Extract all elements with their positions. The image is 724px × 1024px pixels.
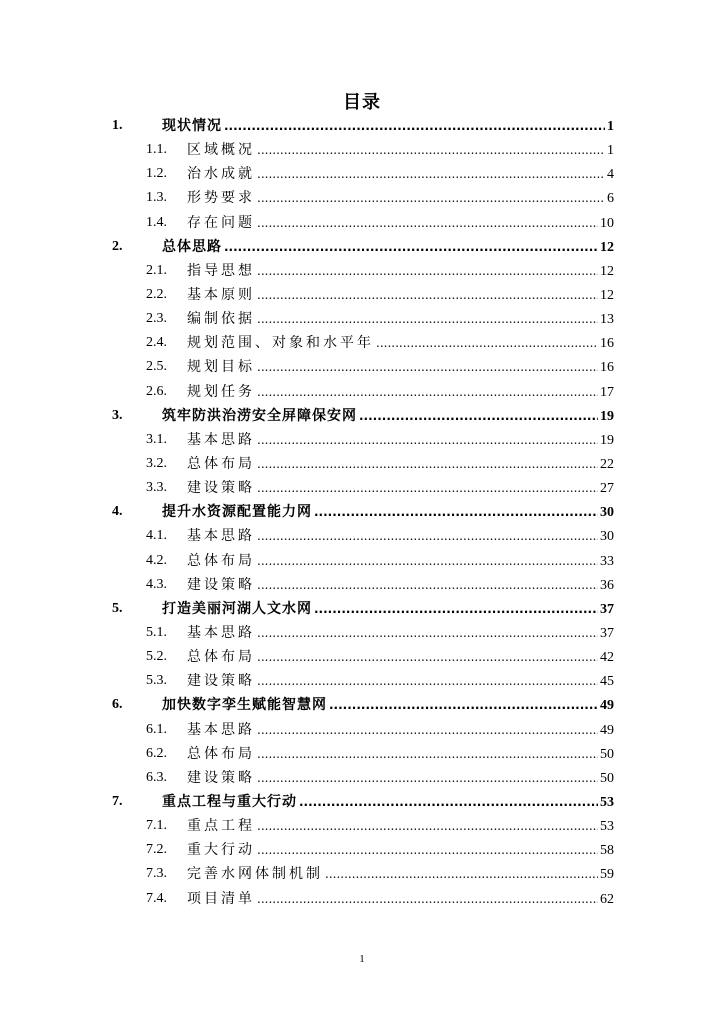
toc-section-entry[interactable] — [0, 669, 724, 693]
toc-leader-dots — [257, 838, 598, 862]
toc-entry-label: 编制依据 — [187, 311, 255, 328]
toc-section-entry[interactable] — [0, 138, 724, 162]
toc-section-entry[interactable] — [0, 355, 724, 379]
toc-leader-dots — [257, 524, 598, 548]
toc-entry-number: 2.3. — [146, 311, 167, 327]
toc-entry-number: 6.3. — [146, 769, 167, 785]
toc-chapter-entry[interactable] — [0, 597, 724, 621]
toc-entry-label: 建设策略 — [187, 673, 255, 690]
toc-leader-dots — [257, 380, 598, 404]
page-title: 目录 — [343, 92, 381, 113]
page-footer-number: 1 — [359, 953, 365, 965]
toc-entry-label: 项目清单 — [187, 890, 255, 907]
toc-leader-dots — [257, 307, 598, 331]
toc-entry-page: 12 — [600, 287, 614, 303]
toc-entry-number: 2.2. — [146, 286, 167, 302]
toc-entry-number: 2.6. — [146, 383, 167, 399]
toc-entry-page: 4 — [607, 167, 614, 183]
toc-entry-label: 规划任务 — [187, 383, 255, 400]
toc-leader-dots — [257, 259, 598, 283]
toc-entry-page: 62 — [600, 891, 614, 907]
toc-section-entry[interactable] — [0, 162, 724, 186]
toc-leader-dots — [257, 283, 598, 307]
toc-entry-page: 30 — [600, 505, 614, 521]
toc-section-entry[interactable] — [0, 887, 724, 911]
toc-entry-label: 总体思路 — [162, 238, 222, 255]
toc-entry-page: 13 — [600, 312, 614, 328]
toc-leader-dots — [299, 790, 598, 814]
toc-entry-number: 7.3. — [146, 866, 167, 882]
toc-section-entry[interactable] — [0, 573, 724, 597]
toc-leader-dots — [257, 138, 605, 162]
toc-entry-page: 19 — [600, 408, 614, 424]
toc-leader-dots — [257, 742, 598, 766]
toc-entry-number: 6.2. — [146, 745, 167, 761]
toc-section-entry[interactable] — [0, 718, 724, 742]
toc-entry-label: 筑牢防洪治涝安全屏障保安网 — [162, 407, 357, 424]
toc-entry-label: 总体布局 — [187, 455, 255, 472]
toc-section-entry[interactable] — [0, 283, 724, 307]
toc-section-entry[interactable] — [0, 524, 724, 548]
toc-entry-label: 建设策略 — [187, 576, 255, 593]
toc-entry-page: 16 — [600, 360, 614, 376]
toc-section-entry[interactable] — [0, 476, 724, 500]
toc-entry-label: 形势要求 — [187, 190, 255, 207]
toc-entry-label: 总体布局 — [187, 745, 255, 762]
toc-entry-number: 1.4. — [146, 214, 167, 230]
toc-leader-dots — [359, 404, 598, 428]
toc-entry-label: 基本思路 — [187, 721, 255, 738]
toc-chapter-entry[interactable] — [0, 790, 724, 814]
toc-entry-label: 完善水网体制机制 — [187, 866, 323, 883]
toc-entry-number: 1.3. — [146, 190, 167, 206]
toc-leader-dots — [257, 428, 598, 452]
toc-entry-label: 规划目标 — [187, 359, 255, 376]
toc-entry-number: 5.3. — [146, 673, 167, 689]
toc-chapter-entry[interactable] — [0, 500, 724, 524]
toc-entry-number: 3.3. — [146, 480, 167, 496]
toc-entry-page: 49 — [600, 722, 614, 738]
toc-entry-label: 提升水资源配置能力网 — [162, 504, 312, 521]
toc-entry-page: 1 — [607, 143, 614, 159]
toc-entry-number: 7.2. — [146, 842, 167, 858]
toc-entry-page: 36 — [600, 577, 614, 593]
toc-entry-number: 6. — [112, 697, 123, 713]
toc-leader-dots — [257, 476, 598, 500]
toc-entry-number: 4. — [112, 504, 123, 520]
toc-entry-number: 3.2. — [146, 455, 167, 471]
toc-leader-dots — [376, 331, 598, 355]
toc-entry-page: 42 — [600, 650, 614, 666]
toc-leader-dots — [257, 211, 598, 235]
toc-entry-label: 重大行动 — [187, 842, 255, 859]
toc-entry-number: 3.1. — [146, 431, 167, 447]
toc-entry-number: 3. — [112, 407, 123, 423]
toc-entry-number: 6.1. — [146, 721, 167, 737]
toc-entry-page: 37 — [600, 625, 614, 641]
toc-entry-page: 58 — [600, 843, 614, 859]
toc-entry-page: 49 — [600, 698, 614, 714]
toc-section-entry[interactable] — [0, 428, 724, 452]
toc-entry-label: 基本思路 — [187, 528, 255, 545]
table-of-contents — [0, 114, 724, 911]
toc-leader-dots — [257, 573, 598, 597]
toc-entry-label: 建设策略 — [187, 480, 255, 497]
toc-entry-label: 存在问题 — [187, 214, 255, 231]
toc-entry-page: 22 — [600, 456, 614, 472]
toc-leader-dots — [257, 718, 598, 742]
toc-entry-number: 5.1. — [146, 624, 167, 640]
toc-entry-number: 2. — [112, 238, 123, 254]
toc-leader-dots — [257, 887, 598, 911]
toc-leader-dots — [257, 645, 598, 669]
toc-entry-page: 50 — [600, 746, 614, 762]
toc-section-entry[interactable] — [0, 814, 724, 838]
toc-entry-page: 30 — [600, 529, 614, 545]
toc-entry-number: 5.2. — [146, 649, 167, 665]
toc-leader-dots — [325, 862, 598, 886]
toc-entry-page: 27 — [600, 481, 614, 497]
toc-leader-dots — [224, 114, 605, 138]
toc-leader-dots — [314, 500, 598, 524]
toc-entry-label: 基本思路 — [187, 431, 255, 448]
toc-chapter-entry[interactable] — [0, 693, 724, 717]
toc-section-entry[interactable] — [0, 766, 724, 790]
toc-section-entry[interactable] — [0, 259, 724, 283]
toc-entry-number: 1.2. — [146, 166, 167, 182]
toc-entry-label: 总体布局 — [187, 552, 255, 569]
toc-leader-dots — [257, 162, 605, 186]
toc-entry-page: 19 — [600, 432, 614, 448]
toc-entry-label: 现状情况 — [162, 118, 222, 134]
toc-entry-page: 53 — [600, 794, 614, 810]
toc-entry-label: 打造美丽河湖人文水网 — [162, 600, 312, 617]
toc-entry-page: 45 — [600, 674, 614, 690]
toc-leader-dots — [257, 452, 598, 476]
toc-chapter-entry[interactable] — [0, 235, 724, 259]
toc-entry-label: 重点工程与重大行动 — [162, 793, 297, 810]
toc-leader-dots — [257, 355, 598, 379]
toc-section-entry[interactable] — [0, 452, 724, 476]
toc-leader-dots — [257, 766, 598, 790]
toc-leader-dots — [257, 549, 598, 573]
toc-entry-number: 4.2. — [146, 552, 167, 568]
toc-entry-number: 7.4. — [146, 890, 167, 906]
toc-entry-page: 50 — [600, 770, 614, 786]
toc-entry-label: 建设策略 — [187, 769, 255, 786]
toc-chapter-entry[interactable] — [0, 114, 724, 138]
toc-entry-number: 2.5. — [146, 359, 167, 375]
toc-entry-number: 7. — [112, 793, 123, 809]
toc-entry-page: 12 — [600, 263, 614, 279]
toc-entry-label: 重点工程 — [187, 818, 255, 835]
toc-entry-label: 总体布局 — [187, 649, 255, 666]
toc-entry-page: 37 — [600, 601, 614, 617]
toc-section-entry[interactable] — [0, 331, 724, 355]
toc-chapter-entry[interactable] — [0, 404, 724, 428]
toc-section-entry[interactable] — [0, 380, 724, 404]
toc-entry-label: 指导思想 — [187, 262, 255, 279]
toc-section-entry[interactable] — [0, 742, 724, 766]
toc-leader-dots — [224, 235, 598, 259]
toc-section-entry[interactable] — [0, 211, 724, 235]
toc-section-entry[interactable] — [0, 838, 724, 862]
toc-entry-label: 基本原则 — [187, 286, 255, 303]
toc-entry-page: 1 — [607, 119, 614, 134]
toc-leader-dots — [314, 597, 598, 621]
toc-entry-page: 33 — [600, 553, 614, 569]
toc-entry-page: 17 — [600, 384, 614, 400]
toc-entry-page: 59 — [600, 867, 614, 883]
toc-section-entry[interactable] — [0, 307, 724, 331]
toc-leader-dots — [257, 621, 598, 645]
toc-entry-page: 16 — [600, 336, 614, 352]
toc-leader-dots — [329, 693, 598, 717]
toc-entry-page: 53 — [600, 819, 614, 835]
toc-entry-page: 10 — [600, 215, 614, 231]
toc-section-entry[interactable] — [0, 621, 724, 645]
toc-entry-number: 4.1. — [146, 528, 167, 544]
toc-section-entry[interactable] — [0, 862, 724, 886]
toc-section-entry[interactable] — [0, 549, 724, 573]
toc-entry-number: 7.1. — [146, 818, 167, 834]
toc-leader-dots — [257, 186, 605, 210]
toc-leader-dots — [257, 669, 598, 693]
toc-section-entry[interactable] — [0, 645, 724, 669]
toc-entry-label: 规划范围、对象和水平年 — [187, 335, 374, 352]
toc-entry-page: 6 — [607, 191, 614, 207]
toc-entry-label: 治水成就 — [187, 166, 255, 183]
toc-entry-label: 基本思路 — [187, 624, 255, 641]
toc-entry-number: 2.4. — [146, 335, 167, 351]
toc-entry-number: 1. — [112, 118, 123, 133]
toc-entry-number: 4.3. — [146, 576, 167, 592]
toc-section-entry[interactable] — [0, 186, 724, 210]
toc-entry-label: 加快数字孪生赋能智慧网 — [162, 697, 327, 714]
toc-entry-number: 1.1. — [146, 142, 167, 158]
toc-entry-page: 12 — [600, 239, 614, 255]
toc-entry-label: 区域概况 — [187, 142, 255, 159]
toc-leader-dots — [257, 814, 598, 838]
toc-entry-number: 5. — [112, 600, 123, 616]
toc-entry-number: 2.1. — [146, 262, 167, 278]
